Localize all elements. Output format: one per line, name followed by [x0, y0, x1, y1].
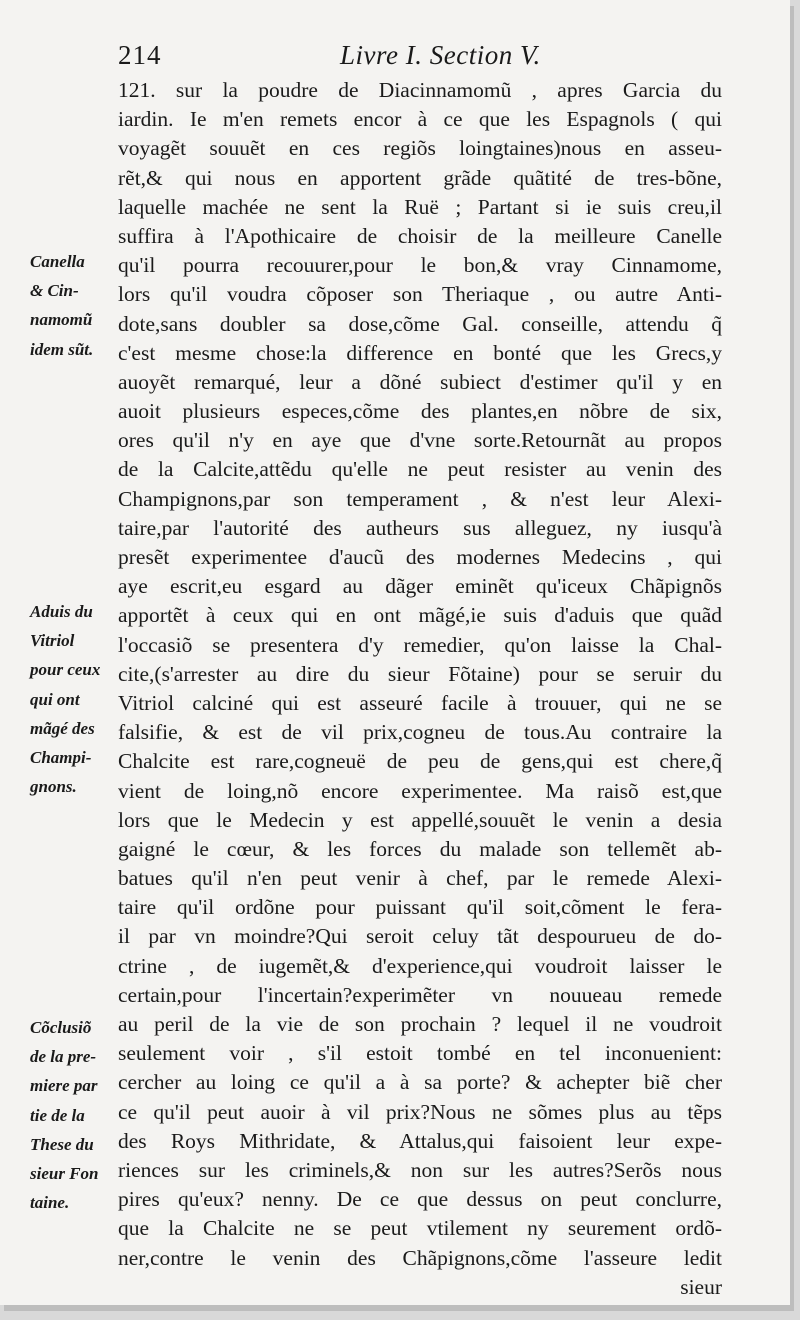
margin-note-line: sieur Fon — [30, 1164, 99, 1184]
text-line: aye escrit,eu esgard au dãger eminẽt qu'iceux Chãpignõs — [118, 574, 722, 599]
margin-note-line: pour ceux — [30, 660, 101, 680]
text-line: taire qu'il ordõne pour puissant qu'il soit,cõment le fera- — [118, 895, 722, 920]
text-line: voyagẽt souuẽt en ces regiõs loingtaines)nous en asseu- — [118, 136, 722, 161]
text-line: riences sur les criminels,& non sur les autres?Serõs nous — [118, 1157, 722, 1182]
text-line: taire,par l'autorité des autheurs sus alleguez, ny iusqu'à — [118, 515, 722, 540]
text-line: c'est mesme chose:la difference en bonté que les Grecs,y — [118, 340, 722, 365]
text-line: falsifie, & est de vil prix,cogneu de tous.Au contraire la — [118, 720, 722, 745]
margin-note-conclusion — [30, 1013, 120, 1217]
text-line: que la Chalcite ne se peut vtilement ny seurement ordõ- — [118, 1216, 722, 1241]
text-line: dote,sans doubler sa dose,cõme Gal. conseille, attendu q̃ — [118, 311, 722, 336]
text-line: sieur — [680, 1274, 722, 1299]
text-line: lors qu'il voudra cõposer son Theriaque , ou autre Anti- — [118, 282, 722, 307]
text-line: ner,contre le venin des Chãpignons,cõme l'asseure ledit — [118, 1245, 722, 1270]
margin-note-line: Canella — [30, 252, 85, 271]
text-line: apportẽt à ceux qui en ont mãgé,ie suis d'aduis que quãd — [118, 603, 722, 628]
text-line: cite,(s'arrester au dire du sieur Fõtaine) pour se seruir du — [118, 661, 722, 686]
margin-note-line: tie de la — [30, 1105, 85, 1125]
text-line: au peril de la vie de son prochain ? lequel il ne voudroit — [118, 1012, 722, 1036]
text-line: rẽt,& qui nous en apportent grãde quãtité de tres-bõne, — [118, 165, 722, 190]
text-line: Chalcite est rare,cogneuë de peu de gens,qui est chere,q̃ — [118, 749, 722, 774]
margin-note-line: mãgé des — [30, 718, 95, 738]
text-line: l'occasiõ se presentera d'y remedier, qu'on laisse la Chal- — [118, 632, 722, 657]
text-line: qu'il pourra recouurer,pour le bon,& vray Cinnamome, — [118, 253, 722, 278]
text-line: il par vn moindre?Qui seroit celuy tãt despourueu de do- — [118, 924, 722, 949]
margin-note-line: Cõclusiõ — [30, 1018, 92, 1037]
margin-note-line: gnons. — [30, 777, 77, 797]
text-line: ce qu'il peut auoir à vil prix?Nous ne sõmes plus au tẽps — [118, 1099, 722, 1124]
text-line: suffira à l'Apothicaire de choisir de la meilleure Canelle — [118, 223, 722, 248]
text-line: vient de loing,nõ encore experimentee. Ma raisõ est,que — [118, 778, 722, 803]
text-line: 121. sur la poudre de Diacinnamomũ , apres Garcia du — [118, 78, 722, 102]
text-line: des Roys Mithridate, & Attalus,qui faisoient leur expe- — [118, 1128, 722, 1153]
text-line: seulement voir , s'il estoit tombé en tel inconuenient: — [118, 1041, 722, 1066]
margin-note-line: idem sũt. — [30, 339, 94, 359]
page-number: 214 — [118, 40, 162, 70]
page-header — [118, 38, 738, 78]
margin-note-canella — [30, 247, 120, 364]
text-line: Vitriol calciné qui est asseuré facile à trouuer, qui ne se — [118, 690, 722, 715]
text-line: presẽt experimentee d'aucũ des modernes Medecins , qui — [118, 545, 722, 569]
text-line: batues qu'il n'en peut venir à chef, par le remede Alexi- — [118, 866, 722, 891]
text-line: iardin. Ie m'en remets encor à ce que les Espagnols ( qui — [118, 107, 722, 132]
text-line: cercher au loing ce qu'il a à sa porte? & achepter biẽ cher — [118, 1070, 722, 1095]
margin-note-line: Vitriol — [30, 631, 75, 651]
text-line: gaigné le cœur, & les forces du malade son tellemẽt ab- — [118, 836, 722, 861]
margin-note-line: These du — [30, 1134, 94, 1154]
margin-note-line: Aduis du — [30, 602, 93, 621]
text-line: ctrine , de iugemẽt,& d'experience,qui voudroit laisser le — [118, 953, 722, 978]
margin-note-vitriol — [30, 597, 120, 801]
text-line: de la Calcite,attẽdu qu'elle ne peut resister au venin des — [118, 457, 722, 482]
margin-note-line: qui ont — [30, 689, 80, 709]
text-line: ores qu'il n'y en aye que d'vne sorte.Retournãt au propos — [118, 428, 722, 453]
margin-note-line: Champi- — [30, 748, 92, 768]
text-line: Champignons,par son temperament , & n'est leur Alexi- — [118, 486, 722, 511]
text-line: certain,pour l'incertain?experimẽter vn nouueau remede — [118, 982, 722, 1007]
body-text — [118, 76, 722, 1302]
running-head: Livre I. Section V. — [340, 40, 541, 70]
margin-note-line: taine. — [30, 1193, 70, 1213]
margin-note-line: de la pre- — [30, 1047, 97, 1067]
margin-note-line: & Cin- — [30, 281, 79, 301]
text-line: lors que le Medecin y est appellé,souuẽt le venin a desia — [118, 807, 722, 832]
margin-note-line: namomũ — [30, 310, 93, 330]
margin-note-line: miere par — [30, 1076, 98, 1096]
text-line: auoit plusieurs especes,cõme des plantes,en nõbre de six, — [118, 399, 722, 424]
text-line: pires qu'eux? nenny. De ce que dessus on peut conclurre, — [118, 1187, 722, 1212]
text-line: auoyẽt remarqué, leur a dõné subiect d'estimer qu'il y en — [118, 369, 722, 394]
text-line: laquelle machée ne sent la Ruë ; Partant si ie suis creu,il — [118, 194, 722, 219]
